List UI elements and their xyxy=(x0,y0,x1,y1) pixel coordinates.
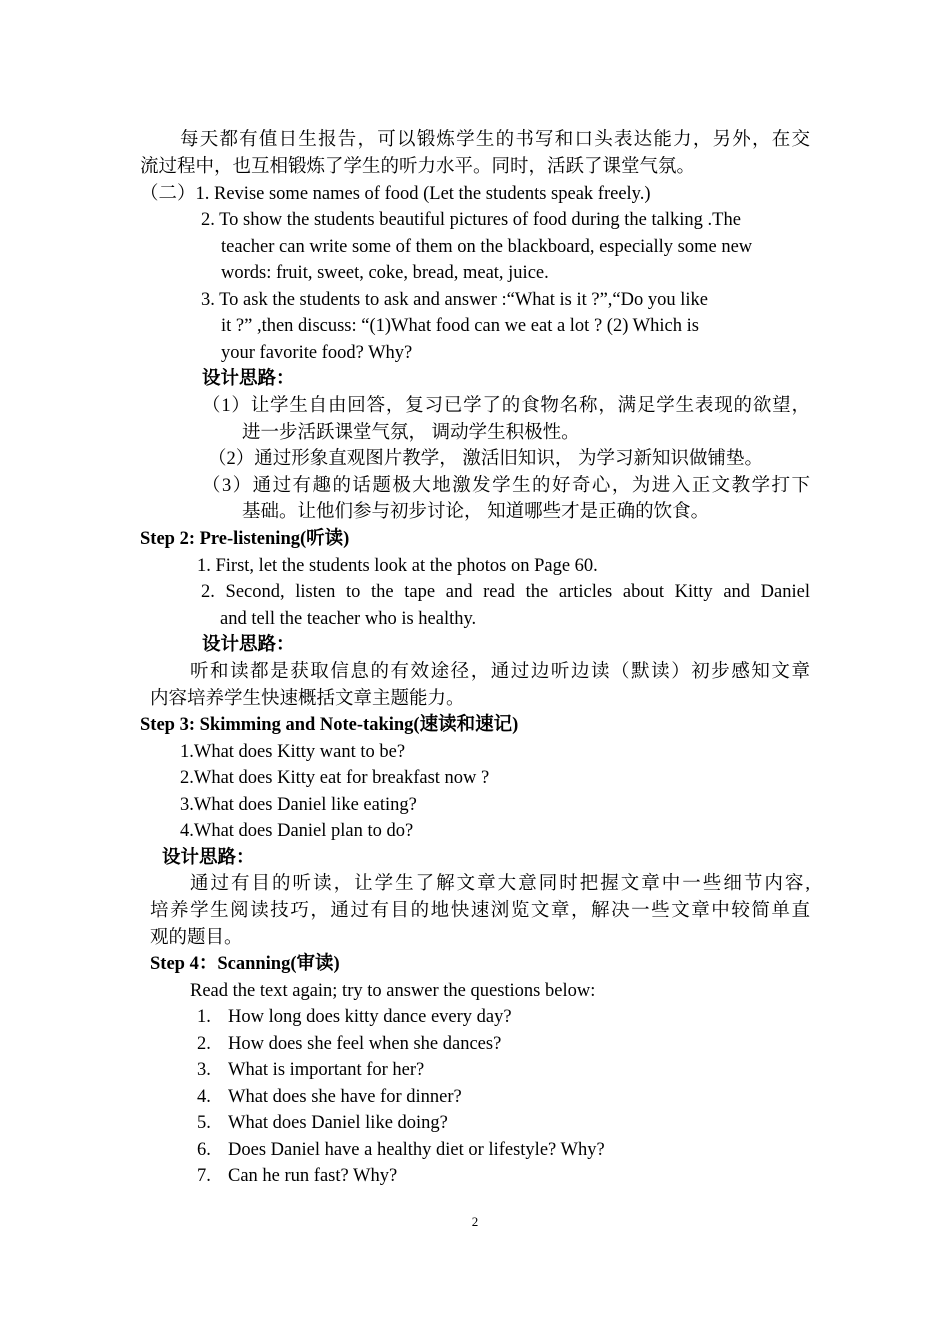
step4-question-number: 2. xyxy=(197,1034,211,1054)
step3-question-4: 4.What does Daniel plan to do? xyxy=(180,821,414,841)
step4-question-number: 4. xyxy=(197,1087,211,1107)
design-idea-point1-line1: （1）让学生自由回答，复习已学了的食物名称，满足学生表现的欲望， xyxy=(202,396,810,416)
step3-question-3: 3.What does Daniel like eating? xyxy=(180,795,417,815)
step4-question-number: 1. xyxy=(197,1007,211,1027)
paragraph-duty-report-line1: 每天都有值日生报告，可以锻炼学生的书写和口头表达能力，另外，在交 xyxy=(180,130,810,150)
step2-design-title: 设计思路： xyxy=(202,635,295,655)
step3-design-line3: 观的题目。 xyxy=(150,928,243,948)
step4-question-number: 5. xyxy=(197,1113,211,1133)
ask-answer-item-line3: your favorite food? Why? xyxy=(221,343,413,363)
ask-answer-item-line2: it ?” ,then discuss: “(1)What food can we eat a lot ? (2) Which is xyxy=(221,316,699,336)
design-idea-point3-line2: 基础。让他们参与初步讨论， 知道哪些才是正确的饮食。 xyxy=(242,502,710,522)
page-number: 2 xyxy=(471,1214,479,1229)
step3-question-1: 1.What does Kitty want to be? xyxy=(180,742,406,762)
show-pictures-item-line2: teacher can write some of them on the blackboard, especially some new xyxy=(221,237,753,257)
step4-question-text: What is important for her? xyxy=(228,1060,425,1080)
step4-question-number: 6. xyxy=(197,1140,211,1160)
step4-question-text: Can he run fast? Why? xyxy=(228,1166,398,1186)
step3-design-line1: 通过有目的听读，让学生了解文章大意同时把握文章中一些细节内容, xyxy=(190,874,810,894)
step3-design-title: 设计思路： xyxy=(162,848,255,868)
design-idea-point1-line2: 进一步活跃课堂气氛， 调动学生积极性。 xyxy=(242,423,580,443)
step3-design-line2: 培养学生阅读技巧，通过有目的地快速浏览文章，解决一些文章中较简单直 xyxy=(150,901,810,921)
paragraph-duty-report-line2: 流过程中，也互相锻炼了学生的听力水平。同时，活跃了课堂气氛。 xyxy=(140,157,696,177)
step3-question-2: 2.What does Kitty eat for breakfast now ? xyxy=(180,768,490,788)
step2-item2-line2: and tell the teacher who is healthy. xyxy=(220,609,477,629)
step4-question-text: Does Daniel have a healthy diet or lifestyle? Why? xyxy=(228,1140,605,1160)
step4-heading: Step 4：Scanning(审读) xyxy=(150,954,340,974)
step4-question-text: What does Daniel like doing? xyxy=(228,1113,448,1133)
step3-heading: Step 3: Skimming and Note-taking(速读和速记) xyxy=(140,715,519,735)
show-pictures-item-line1: 2. To show the students beautiful pictures of food during the talking .The xyxy=(201,210,741,230)
design-idea-title: 设计思路： xyxy=(202,369,295,389)
step2-item2-line1: 2. Second, listen to the tape and read the articles about Kitty and Daniel xyxy=(201,582,810,602)
step2-design-line1: 听和读都是获取信息的有效途径，通过边听边读（默读）初步感知文章 xyxy=(190,662,810,682)
step4-question-number: 3. xyxy=(197,1060,211,1080)
show-pictures-item-line3: words: fruit, sweet, coke, bread, meat, juice. xyxy=(221,263,549,283)
step2-item1: 1. First, let the students look at the photos on Page 60. xyxy=(197,556,598,576)
step4-intro: Read the text again; try to answer the questions below: xyxy=(190,981,596,1001)
design-idea-point3-line1: （3）通过有趣的话题极大地激发学生的好奇心，为进入正文教学打下 xyxy=(202,476,810,496)
step4-question-number: 7. xyxy=(197,1166,211,1186)
step2-heading: Step 2: Pre-listening(听读) xyxy=(140,529,350,549)
step4-question-text: How does she feel when she dances? xyxy=(228,1034,502,1054)
step4-question-text: What does she have for dinner? xyxy=(228,1087,462,1107)
step4-question-text: How long does kitty dance every day? xyxy=(228,1007,512,1027)
design-idea-point2: （2）通过形象直观图片教学， 激活旧知识， 为学习新知识做铺垫。 xyxy=(208,449,764,469)
ask-answer-item-line1: 3. To ask the students to ask and answer :“What is it ?”,“Do you like xyxy=(201,290,708,310)
step2-design-line2: 内容培养学生快速概括文章主题能力。 xyxy=(150,689,465,709)
revise-food-item: （二）1. Revise some names of food (Let the students speak freely.) xyxy=(140,184,651,204)
